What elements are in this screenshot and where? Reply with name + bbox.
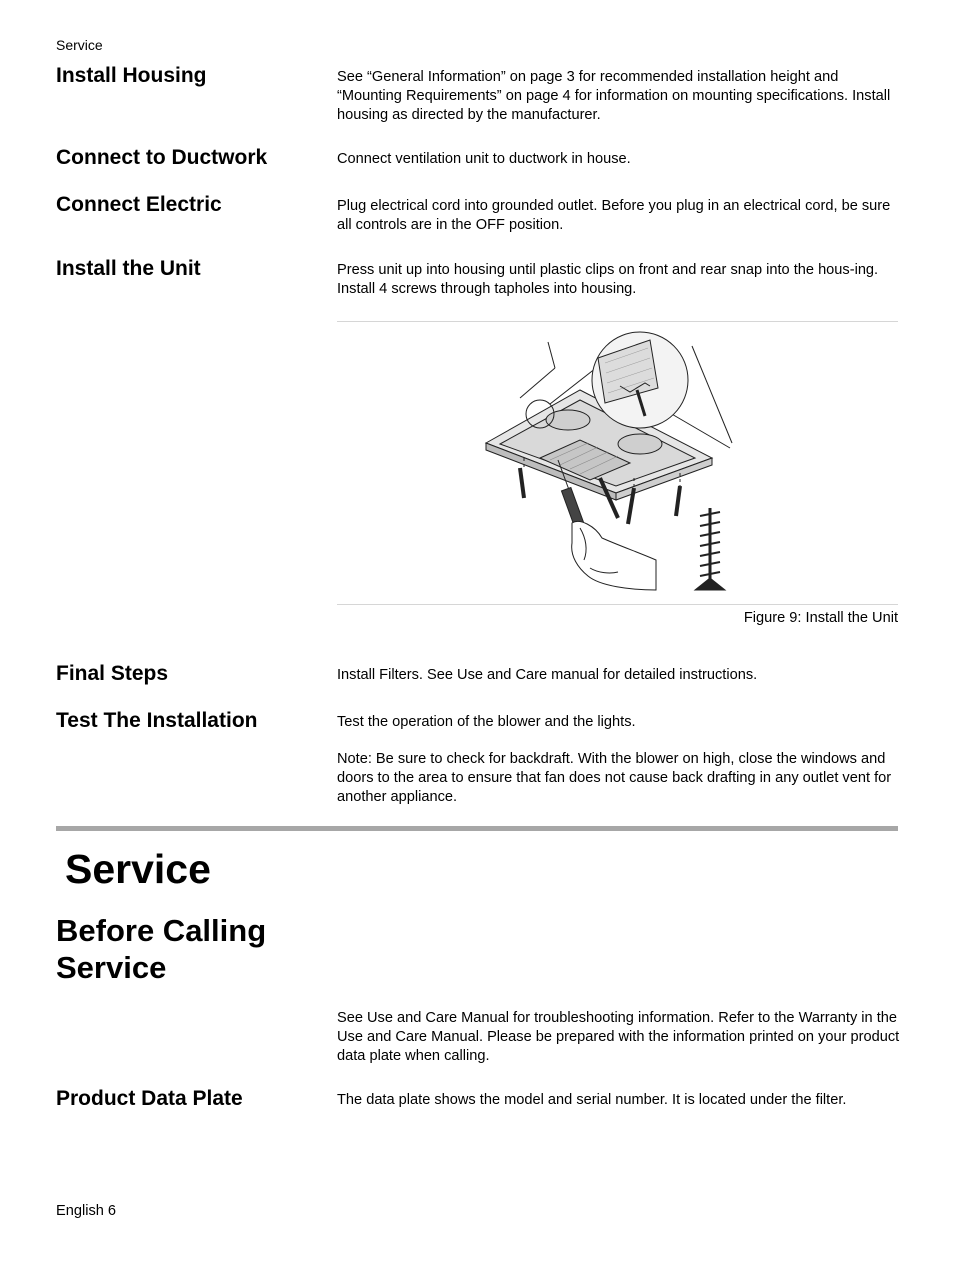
heading-connect-electric: Connect Electric [56, 193, 222, 216]
figure-top-rule [337, 321, 898, 322]
figure-bottom-rule [337, 604, 898, 605]
body-product-data-plate: The data plate shows the model and serial number. It is located under the filter. [337, 1092, 847, 1108]
running-header: Service [56, 37, 103, 53]
page-footer: English 6 [56, 1203, 117, 1219]
body-final-steps: Install Filters. See Use and Care manual for detailed instructions. [337, 667, 758, 683]
body-test-installation: Test the operation of the blower and the lights. [337, 714, 636, 730]
heading-final-steps: Final Steps [56, 662, 169, 685]
heading-product-data-plate: Product Data Plate [56, 1087, 243, 1110]
heading-install-housing: Install Housing [56, 64, 207, 87]
body-connect-ductwork: Connect ventilation unit to ductwork in house. [337, 151, 631, 167]
service-title: Service [65, 846, 211, 892]
before-calling-heading: Before Calling Service [56, 913, 267, 985]
heading-connect-ductwork: Connect to Ductwork [56, 146, 268, 169]
body-before-calling: See Use and Care Manual for troubleshooting information. Refer to the Warranty in the Use and Care Manual. Please be prepared with the information printed on your product data plate when calling. [337, 1010, 900, 1064]
body-install-unit: Press unit up into housing until plastic clips on front and rear snap into the hous-ing. Install 4 screws through tapholes into housing. [337, 262, 879, 297]
body-install-housing: See “General Information” on page 3 for recommended installation height and “Mounting Requirements” on page 4 for information on mounting specifications. Install housing as directed by the manufacturer. [337, 69, 891, 123]
note-backdraft: Note: Be sure to check for backdraft. With the blower on high, close the windows and doors to the area to ensure that fan does not cause back drafting in any outlet vent for another appliance. [337, 751, 892, 805]
figure-caption: Figure 9: Install the Unit [743, 610, 898, 626]
body-connect-electric: Plug electrical cord into grounded outlet. Before you plug in an electrical cord, be sure all controls are in the OFF position. [337, 198, 891, 233]
install-unit-illustration [480, 328, 740, 598]
heading-install-unit: Install the Unit [56, 257, 201, 280]
section-divider [56, 826, 898, 831]
heading-test-installation: Test The Installation [56, 709, 258, 732]
